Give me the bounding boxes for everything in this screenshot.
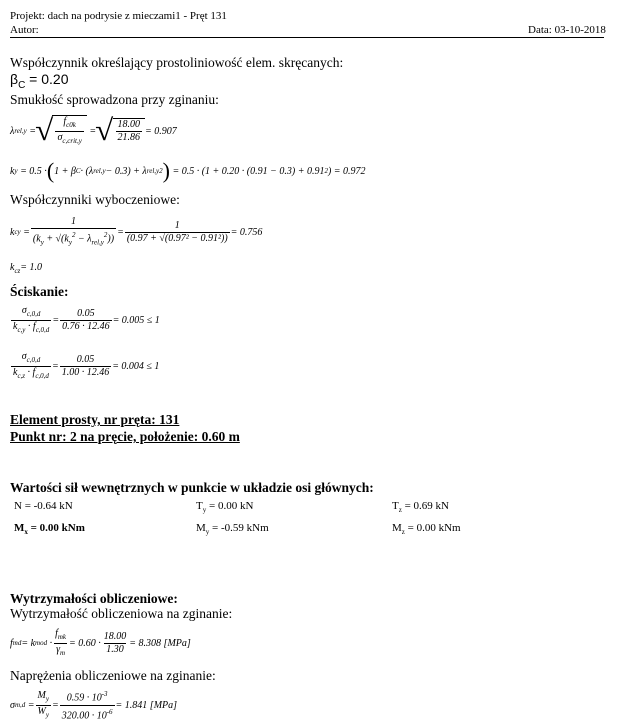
element-line-1: Element prosty, nr pręta: 131 bbox=[10, 412, 180, 427]
compression-result-2: = 0.004 ≤ 1 bbox=[112, 360, 160, 372]
strength-title: Wytrzymałości obliczeniowe: bbox=[10, 591, 178, 606]
compression-title: Ściskanie: bbox=[10, 284, 69, 299]
compression-row-2: $\frac{\sigma_{c,0,d}}{k_{c,z} \cdot f_{c,0,d}}$ = $\frac{0.05}{1.00 \cdot 12.46}$ = 0.004 ≤ 1 bbox=[13, 350, 160, 380]
bending-strength-title: Wytrzymałość obliczeniowa na zginanie: bbox=[10, 606, 233, 621]
compression-result-1: = 0.005 ≤ 1 bbox=[112, 314, 160, 326]
ky-numeric: = 0.5 · (1 + 0.20 · (0.91 − 0.3) + 0.91 bbox=[172, 165, 325, 177]
header-divider bbox=[10, 37, 604, 38]
kcy-formula: k cy = $\frac{1}{(k_y + √(k_y^2 - \lambda_{rel,y}^2))}$ = $\frac{1}{\text{(0.97 + √(0.97² − 0.91²))}}$ = 0.756 bbox=[10, 215, 263, 247]
lambda-symbol: λ bbox=[10, 125, 15, 137]
beta-c-line bbox=[10, 71, 69, 91]
sqrt-symbolic: √ $\frac{f_{c0k}}{\sigma_{c,crit,y}}$ bbox=[36, 115, 87, 147]
moment-My: $M_y = -0.59$ kNm bbox=[196, 522, 269, 537]
lambda-sub: rel,y bbox=[14, 127, 27, 135]
slenderness-title: Smukłość sprowadzona przy zginaniu: bbox=[10, 92, 219, 107]
beta-symbol: β bbox=[10, 71, 19, 87]
kcz-line: $k_{cz}= 1.0$ bbox=[10, 262, 43, 275]
fmd-formula: f md = k mod · $\frac{f_{mk}}{\gamma_m}$ = 0.60 · $\frac{18.00}{1.30}$ = 8.308 [MPa] bbox=[10, 627, 191, 657]
project-header: Projekt: dach na podrysie z mieczami1 - Pręt 131 bbox=[10, 10, 227, 22]
force-Tz: $T_z = 0.69$ kN bbox=[392, 500, 449, 515]
ky-result: ) = 0.972 bbox=[327, 165, 366, 177]
sqrt-numeric: √ $\frac{18.00}{21.86}$ bbox=[96, 117, 145, 145]
author-label: Autor: bbox=[10, 24, 39, 36]
sigma-md-unit: [MPa] bbox=[149, 699, 178, 711]
compression-row-1: $\frac{\sigma_{c,0,d}}{k_{c,y} \cdot f_{c,0,d}}$ = $\frac{0.05}{0.76 \cdot 12.46}$ = 0.005 ≤ 1 bbox=[13, 304, 160, 334]
sigma-md-formula: σ m,d = $\frac{M_y}{W_y}$ = $\frac{0.59 \cdot 10^{-3}}{320.00 \cdot 10^{-6}}$ = 1.841 [MPa] bbox=[10, 689, 178, 721]
beta-value: = 0.20 bbox=[25, 71, 69, 87]
buckling-title: Współczynniki wyboczeniowe: bbox=[10, 192, 180, 207]
force-N: N = -0.64 kN bbox=[14, 500, 73, 512]
kcy-result: = 0.756 bbox=[230, 226, 263, 238]
lambda-formula: λ rel,y = √ $\frac{f_{c0k}}{\sigma_{c,crit,y}}$ = √ $\frac{18.00}{21.86}$ = 0.907 bbox=[10, 114, 177, 147]
torsion-title: Współczynnik określający prostoliniowość elem. skręcanych: bbox=[10, 55, 344, 70]
force-Ty: $T_y = 0.00$ kN bbox=[196, 500, 254, 515]
stress-title: Naprężenia obliczeniowe na zginanie: bbox=[10, 668, 216, 683]
lambda-result: = 0.907 bbox=[145, 125, 177, 137]
beta-subscript: C bbox=[18, 79, 26, 91]
moment-Mx: $M_x = 0.00$ kNm bbox=[14, 522, 85, 537]
element-line-2: Punkt nr: 2 na pręcie, położenie: 0.60 m bbox=[10, 429, 240, 444]
ky-formula: k y = 0.5 · ( 1 + β C · (λ rel,y − 0.3) + λ rel,y 2 ) = 0.5 · (1 + 0.20 · (0.91 − 0.3) + 0.91 2 ) = 0.972 bbox=[10, 158, 366, 183]
fmd-result: = 8.308 bbox=[129, 637, 162, 649]
sigma-md-result: = 1.841 bbox=[115, 699, 148, 711]
moment-Mz: $M_z = 0.00$ kNm bbox=[392, 522, 461, 537]
fmd-unit: [MPa] bbox=[163, 637, 191, 649]
forces-title: Wartości sił wewnętrznych w punkcie w układzie osi głównych: bbox=[10, 480, 374, 495]
date-label: Data: 03-10-2018 bbox=[528, 24, 606, 36]
